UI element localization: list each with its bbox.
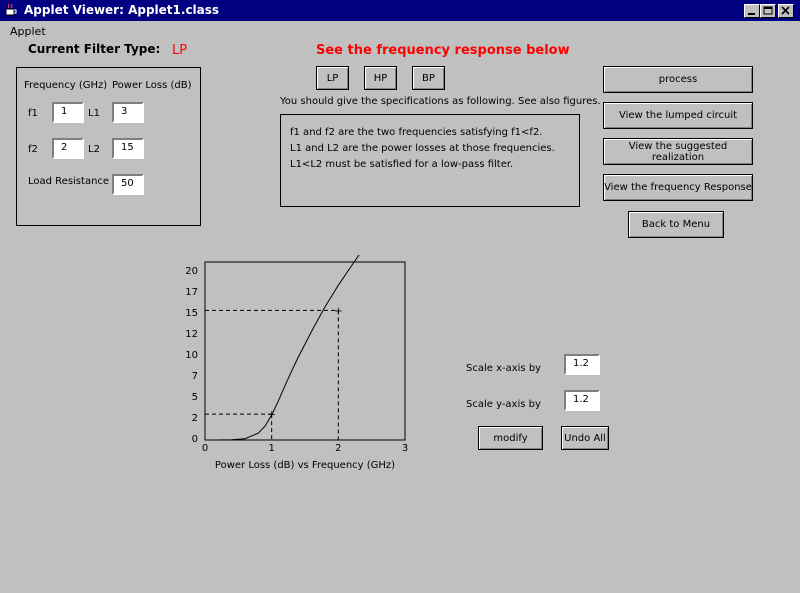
menu-applet[interactable]: Applet [10, 25, 46, 38]
info-line: L1<L2 must be satisfied for a low-pass filter. [290, 159, 514, 170]
view-lumped-circuit-button[interactable]: View the lumped circuit [603, 102, 753, 129]
l2-label: L2 [88, 144, 100, 155]
filter-type-label: Current Filter Type: [28, 42, 161, 56]
maximize-icon [761, 5, 775, 17]
spec-marker: + [334, 305, 343, 317]
freq-header: Frequency (GHz) [24, 80, 108, 91]
java-cup-icon [4, 3, 18, 17]
window-title: Applet Viewer: Applet1.class [24, 3, 220, 17]
filter-type-value: LP [172, 43, 188, 58]
load-resistance-label: Load Resistance [28, 176, 110, 187]
l2-input[interactable]: 15 [112, 138, 144, 159]
f1-input[interactable]: 1 [52, 102, 84, 123]
y-tick-label: 7 [191, 371, 198, 382]
y-tick-label: 17 [185, 287, 198, 298]
f2-input[interactable]: 2 [52, 138, 84, 159]
loss-header: Power Loss (dB) [112, 80, 192, 91]
y-tick-label: 10 [185, 350, 198, 361]
scale-x-label: Scale x-axis by [466, 363, 542, 374]
undo-all-button[interactable]: Undo All [561, 426, 609, 450]
minimize-button[interactable] [744, 4, 760, 18]
series-line [205, 255, 372, 440]
view-frequency-response-button[interactable]: View the frequency Response [603, 174, 753, 201]
load-resistance-input[interactable]: 50 [112, 174, 144, 195]
instruction-text: You should give the specifications as following. See also figures. [280, 96, 601, 107]
scale-y-input[interactable]: 1.2 [564, 390, 600, 411]
back-to-menu-button[interactable]: Back to Menu [628, 211, 724, 238]
l1-label: L1 [88, 108, 100, 119]
hp-button[interactable]: HP [364, 66, 397, 90]
y-tick-label: 5 [191, 392, 198, 403]
process-button[interactable]: process [603, 66, 753, 93]
y-tick-label: 15 [185, 308, 198, 319]
info-line: f1 and f2 are the two frequencies satisfying f1<f2. [290, 127, 543, 138]
x-tick-label: 1 [268, 443, 275, 454]
title-bar [0, 0, 800, 21]
y-tick-label: 0 [191, 434, 198, 445]
scale-x-input[interactable]: 1.2 [564, 354, 600, 375]
x-tick-label: 3 [401, 443, 409, 454]
view-suggested-realization-button[interactable]: View the suggested realization [603, 138, 753, 165]
f2-label: f2 [28, 144, 38, 155]
x-tick-label: 0 [201, 443, 209, 454]
frequency-response-chart [170, 255, 420, 480]
l1-input[interactable]: 3 [112, 102, 144, 123]
close-icon [779, 5, 793, 17]
spec-marker: + [267, 409, 276, 421]
y-tick-label: 20 [185, 266, 198, 277]
minimize-icon [745, 5, 759, 17]
scale-y-label: Scale y-axis by [466, 399, 541, 410]
maximize-button[interactable] [760, 4, 776, 18]
modify-button[interactable]: modify [478, 426, 543, 450]
x-tick-label: 2 [335, 443, 342, 454]
f1-label: f1 [28, 108, 38, 119]
info-line: L1 and L2 are the power losses at those frequencies. [290, 143, 555, 154]
close-button[interactable] [778, 4, 794, 18]
lp-button[interactable]: LP [316, 66, 349, 90]
plot-frame [205, 262, 405, 440]
headline: See the frequency response below [316, 43, 570, 58]
bp-button[interactable]: BP [412, 66, 445, 90]
x-axis-title: Power Loss (dB) vs Frequency (GHz) [214, 460, 396, 471]
y-tick-label: 2 [191, 413, 198, 424]
y-tick-label: 12 [185, 329, 198, 340]
